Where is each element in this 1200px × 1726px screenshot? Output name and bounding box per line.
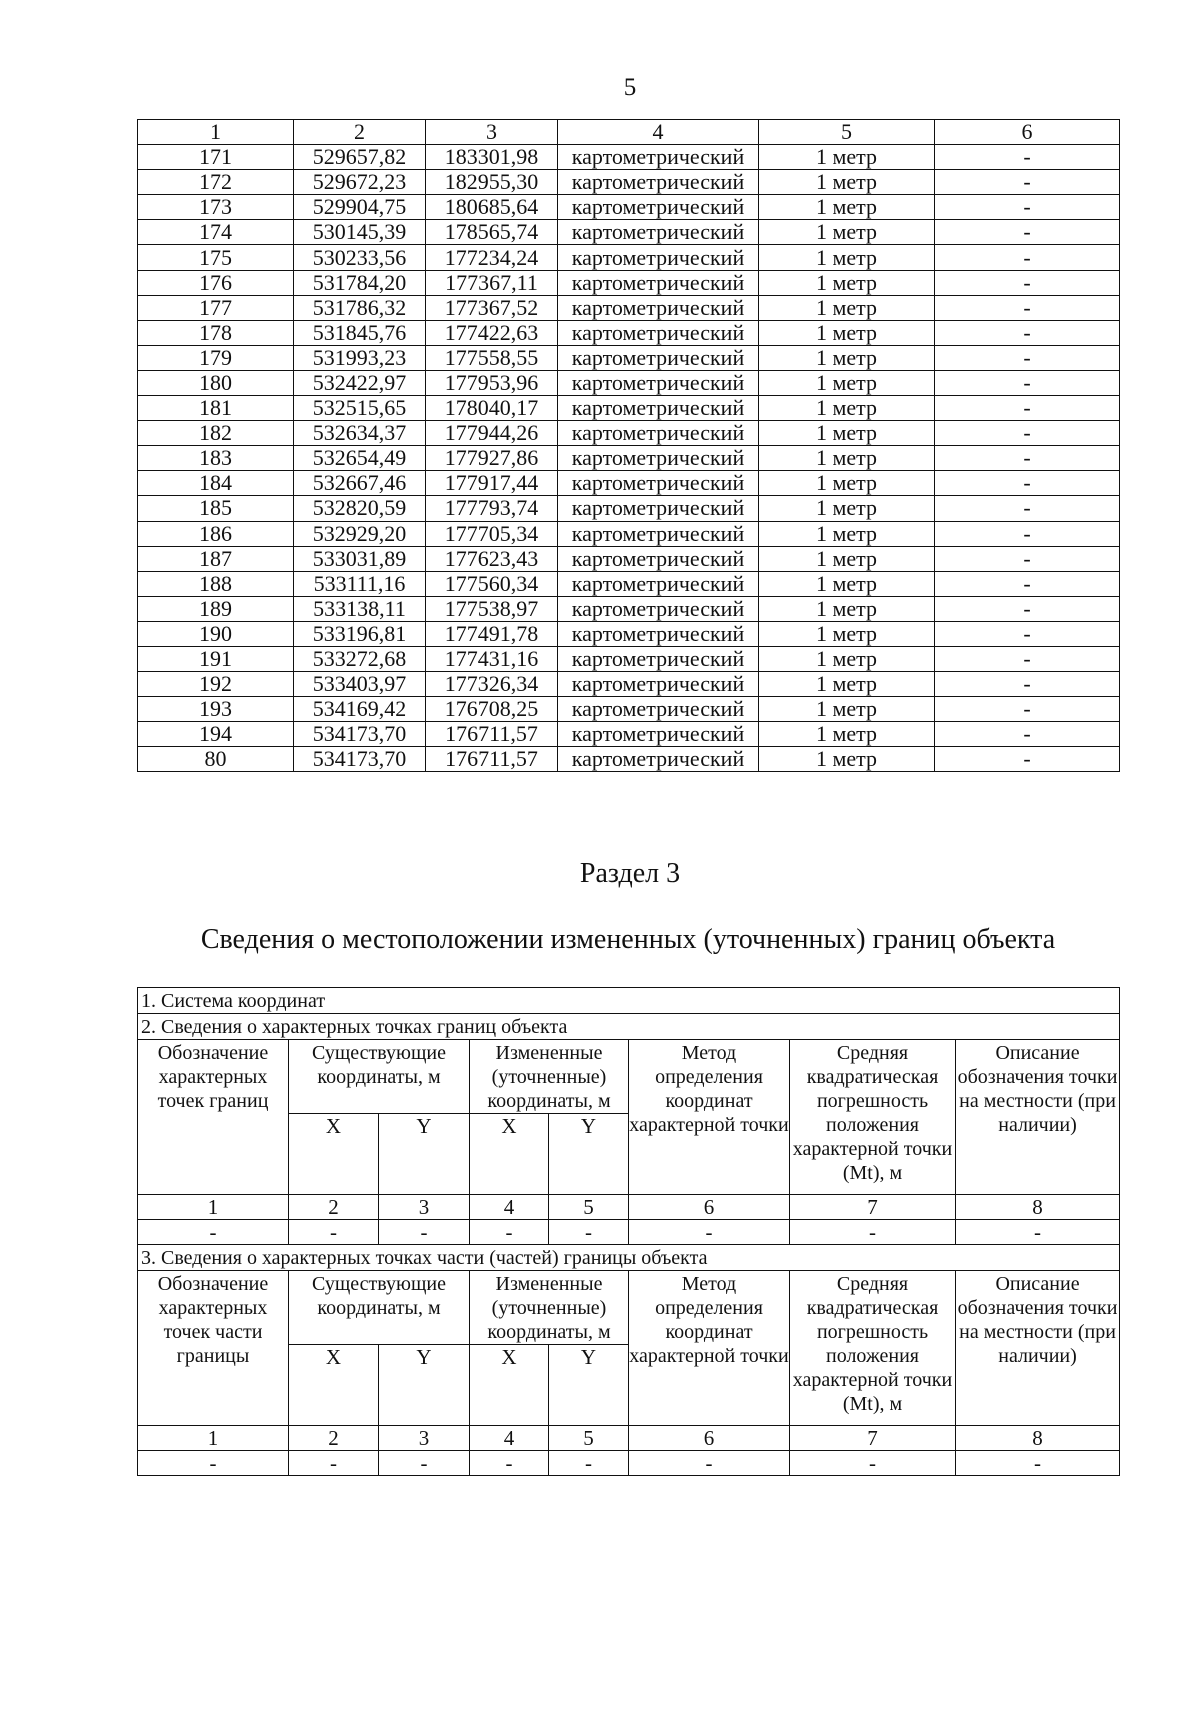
part3-value-row-cell: - bbox=[289, 1451, 379, 1476]
coords-row-description: - bbox=[935, 621, 1120, 646]
part2-value-row-cell: - bbox=[138, 1220, 289, 1245]
coords-row bbox=[138, 621, 1120, 646]
part2-header-designation: Обозначение характерных точек границ bbox=[138, 1040, 289, 1195]
part2-value-row-cell: - bbox=[956, 1220, 1120, 1245]
coords-row-description: - bbox=[935, 722, 1120, 747]
coords-row-description: - bbox=[935, 496, 1120, 521]
coords-row-description: - bbox=[935, 270, 1120, 295]
coords-row-description: - bbox=[935, 571, 1120, 596]
coords-row-method: картометрический bbox=[558, 672, 759, 697]
part2-changed-x: X bbox=[470, 1114, 549, 1195]
coords-row-y-coordinate: 177326,34 bbox=[426, 672, 558, 697]
coords-row-point-number: 187 bbox=[138, 546, 294, 571]
coords-row-point-number: 185 bbox=[138, 496, 294, 521]
coords-row-y-coordinate: 180685,64 bbox=[426, 195, 558, 220]
coords-row-method: картометрический bbox=[558, 596, 759, 621]
part3-changed-y: Y bbox=[549, 1345, 629, 1426]
coords-row-description: - bbox=[935, 546, 1120, 571]
coords-row-method: картометрический bbox=[558, 546, 759, 571]
coords-row-description: - bbox=[935, 421, 1120, 446]
coords-row-accuracy: 1 метр bbox=[759, 370, 935, 395]
part3-number-row-cell: 5 bbox=[549, 1426, 629, 1451]
coords-row bbox=[138, 697, 1120, 722]
coords-row-accuracy: 1 метр bbox=[759, 320, 935, 345]
coords-row-method: картометрический bbox=[558, 220, 759, 245]
coords-row-method: картометрический bbox=[558, 446, 759, 471]
coords-row-description: - bbox=[935, 245, 1120, 270]
coords-row-x-coordinate: 533403,97 bbox=[294, 672, 426, 697]
coords-row bbox=[138, 646, 1120, 671]
part3-title: 3. Сведения о характерных точках части (частей) границы объекта bbox=[138, 1245, 1120, 1271]
coords-row bbox=[138, 446, 1120, 471]
coords-row-method: картометрический bbox=[558, 421, 759, 446]
coords-row-accuracy: 1 метр bbox=[759, 571, 935, 596]
coords-row-method: картометрический bbox=[558, 345, 759, 370]
part2-number-row bbox=[138, 1195, 1120, 1220]
part2-header-row bbox=[138, 1040, 1120, 1114]
part3-value-row-cell: - bbox=[379, 1451, 470, 1476]
coords-row-description: - bbox=[935, 396, 1120, 421]
coords-row-y-coordinate: 177793,74 bbox=[426, 496, 558, 521]
part3-header-method: Метод определения координат характерной точки bbox=[629, 1271, 790, 1426]
coords-row-x-coordinate: 532820,59 bbox=[294, 496, 426, 521]
part2-header-description: Описание обозначения точки на местности (при наличии) bbox=[956, 1040, 1120, 1195]
part3-number-row-cell: 7 bbox=[790, 1426, 956, 1451]
coords-row-y-coordinate: 178040,17 bbox=[426, 396, 558, 421]
coords-row-description: - bbox=[935, 471, 1120, 496]
part3-number-row bbox=[138, 1426, 1120, 1451]
coords-row-accuracy: 1 метр bbox=[759, 546, 935, 571]
coords-row-point-number: 179 bbox=[138, 345, 294, 370]
coords-row-point-number: 176 bbox=[138, 270, 294, 295]
part2-number-row-cell: 6 bbox=[629, 1195, 790, 1220]
coords-row-y-coordinate: 177917,44 bbox=[426, 471, 558, 496]
page-number: 5 bbox=[623, 74, 637, 101]
coords-row bbox=[138, 170, 1120, 195]
coords-row-x-coordinate: 533272,68 bbox=[294, 646, 426, 671]
coords-row-x-coordinate: 533031,89 bbox=[294, 546, 426, 571]
coords-row-accuracy: 1 метр bbox=[759, 471, 935, 496]
coords-row-x-coordinate: 532929,20 bbox=[294, 521, 426, 546]
coords-row bbox=[138, 747, 1120, 772]
coords-row-accuracy: 1 метр bbox=[759, 245, 935, 270]
coords-row-method: картометрический bbox=[558, 571, 759, 596]
coords-row-accuracy: 1 метр bbox=[759, 697, 935, 722]
part2-changed-y: Y bbox=[549, 1114, 629, 1195]
part2-header-error: Средняя квадратическая погрешность положения характерной точки (Mt), м bbox=[790, 1040, 956, 1195]
coords-row-point-number: 183 bbox=[138, 446, 294, 471]
coords-row-y-coordinate: 176708,25 bbox=[426, 697, 558, 722]
coords-row-point-number: 184 bbox=[138, 471, 294, 496]
coords-row-y-coordinate: 178565,74 bbox=[426, 220, 558, 245]
coords-row bbox=[138, 396, 1120, 421]
coords-row-y-coordinate: 177705,34 bbox=[426, 521, 558, 546]
coords-row-x-coordinate: 529657,82 bbox=[294, 145, 426, 170]
coords-row-method: картометрический bbox=[558, 521, 759, 546]
coords-row bbox=[138, 220, 1120, 245]
coords-row bbox=[138, 521, 1120, 546]
coords-row-point-number: 191 bbox=[138, 646, 294, 671]
coords-row bbox=[138, 722, 1120, 747]
coords-row-method: картометрический bbox=[558, 396, 759, 421]
coords-row-method: картометрический bbox=[558, 320, 759, 345]
coords-header bbox=[138, 120, 1120, 145]
coords-row-description: - bbox=[935, 446, 1120, 471]
coords-row-y-coordinate: 177538,97 bbox=[426, 596, 558, 621]
system-row bbox=[138, 988, 1120, 1014]
coords-row-point-number: 186 bbox=[138, 521, 294, 546]
coordinate-system-label: 1. Система координат bbox=[138, 988, 1120, 1014]
coords-row-accuracy: 1 метр bbox=[759, 145, 935, 170]
section-subtitle: Сведения о местоположении измененных (уточненных) границ объекта bbox=[200, 924, 1056, 955]
part2-value-row-cell: - bbox=[790, 1220, 956, 1245]
coords-row-description: - bbox=[935, 596, 1120, 621]
coords-row-description: - bbox=[935, 646, 1120, 671]
coords-row-description: - bbox=[935, 345, 1120, 370]
coords-row-point-number: 172 bbox=[138, 170, 294, 195]
part3-title-row bbox=[138, 1245, 1120, 1271]
coords-row-point-number: 193 bbox=[138, 697, 294, 722]
coords-row-point-number: 177 bbox=[138, 295, 294, 320]
coords-row-description: - bbox=[935, 295, 1120, 320]
coords-row-description: - bbox=[935, 220, 1120, 245]
part2-value-row-cell: - bbox=[470, 1220, 549, 1245]
coords-row-y-coordinate: 177431,16 bbox=[426, 646, 558, 671]
coords-row-accuracy: 1 метр bbox=[759, 496, 935, 521]
coords-row-point-number: 190 bbox=[138, 621, 294, 646]
part2-number-row-cell: 2 bbox=[289, 1195, 379, 1220]
part2-header-method: Метод определения координат характерной точки bbox=[629, 1040, 790, 1195]
coords-row-point-number: 171 bbox=[138, 145, 294, 170]
coords-row-accuracy: 1 метр bbox=[759, 596, 935, 621]
coords-header-y-coordinate: 3 bbox=[426, 120, 558, 145]
part2-value-row-cell: - bbox=[549, 1220, 629, 1245]
part3-header-existing: Существующие координаты, м bbox=[289, 1271, 470, 1345]
coords-row-accuracy: 1 метр bbox=[759, 270, 935, 295]
coords-row-point-number: 178 bbox=[138, 320, 294, 345]
coords-row-accuracy: 1 метр bbox=[759, 672, 935, 697]
part2-header-existing: Существующие координаты, м bbox=[289, 1040, 470, 1114]
coords-row-description: - bbox=[935, 747, 1120, 772]
coords-row-point-number: 189 bbox=[138, 596, 294, 621]
coords-row-description: - bbox=[935, 195, 1120, 220]
part3-number-row-cell: 8 bbox=[956, 1426, 1120, 1451]
part3-header-changed: Измененные (уточненные) координаты, м bbox=[470, 1271, 629, 1345]
coords-row-x-coordinate: 534169,42 bbox=[294, 697, 426, 722]
coords-row-accuracy: 1 метр bbox=[759, 295, 935, 320]
part2-title: 2. Сведения о характерных точках границ объекта bbox=[138, 1014, 1120, 1040]
coords-row-method: картометрический bbox=[558, 195, 759, 220]
coords-row-accuracy: 1 метр bbox=[759, 621, 935, 646]
coords-row bbox=[138, 546, 1120, 571]
coords-row-accuracy: 1 метр bbox=[759, 722, 935, 747]
part3-header-designation: Обозначение характерных точек части границы bbox=[138, 1271, 289, 1426]
coords-row-method: картометрический bbox=[558, 270, 759, 295]
coords-row-description: - bbox=[935, 672, 1120, 697]
part2-value-row-cell: - bbox=[289, 1220, 379, 1245]
coords-row-point-number: 192 bbox=[138, 672, 294, 697]
coords-row-y-coordinate: 177367,52 bbox=[426, 295, 558, 320]
coords-row-accuracy: 1 метр bbox=[759, 345, 935, 370]
coords-row-y-coordinate: 176711,57 bbox=[426, 747, 558, 772]
coords-row bbox=[138, 370, 1120, 395]
section-title: Раздел 3 bbox=[579, 858, 681, 889]
coords-row bbox=[138, 571, 1120, 596]
coords-row-method: картометрический bbox=[558, 471, 759, 496]
coords-header-description: 6 bbox=[935, 120, 1120, 145]
coords-row-accuracy: 1 метр bbox=[759, 220, 935, 245]
coords-row-y-coordinate: 183301,98 bbox=[426, 145, 558, 170]
coords-row-x-coordinate: 533138,11 bbox=[294, 596, 426, 621]
coords-row-y-coordinate: 177234,24 bbox=[426, 245, 558, 270]
coords-row bbox=[138, 295, 1120, 320]
coords-row-x-coordinate: 532422,97 bbox=[294, 370, 426, 395]
coords-row-point-number: 80 bbox=[138, 747, 294, 772]
coords-row-x-coordinate: 532634,37 bbox=[294, 421, 426, 446]
coords-row-method: картометрический bbox=[558, 370, 759, 395]
coords-row-accuracy: 1 метр bbox=[759, 170, 935, 195]
coords-row-x-coordinate: 530145,39 bbox=[294, 220, 426, 245]
coords-row-y-coordinate: 177560,34 bbox=[426, 571, 558, 596]
coords-row-y-coordinate: 182955,30 bbox=[426, 170, 558, 195]
coords-row-method: картометрический bbox=[558, 170, 759, 195]
coords-row-x-coordinate: 531784,20 bbox=[294, 270, 426, 295]
coords-row bbox=[138, 596, 1120, 621]
part2-existing-x: X bbox=[289, 1114, 379, 1195]
coords-row bbox=[138, 471, 1120, 496]
coords-header-method: 4 bbox=[558, 120, 759, 145]
coords-row-x-coordinate: 531845,76 bbox=[294, 320, 426, 345]
coords-row bbox=[138, 320, 1120, 345]
coords-row-x-coordinate: 532667,46 bbox=[294, 471, 426, 496]
part2-header-changed: Измененные (уточненные) координаты, м bbox=[470, 1040, 629, 1114]
coords-row-method: картометрический bbox=[558, 747, 759, 772]
part2-number-row-cell: 8 bbox=[956, 1195, 1120, 1220]
part3-header-description: Описание обозначения точки на местности (при наличии) bbox=[956, 1271, 1120, 1426]
coords-row-x-coordinate: 530233,56 bbox=[294, 245, 426, 270]
part3-value-row-cell: - bbox=[470, 1451, 549, 1476]
coords-row-accuracy: 1 метр bbox=[759, 646, 935, 671]
coords-row-x-coordinate: 534173,70 bbox=[294, 747, 426, 772]
coords-row-point-number: 194 bbox=[138, 722, 294, 747]
part2-value-row-cell: - bbox=[629, 1220, 790, 1245]
coords-row-y-coordinate: 177422,63 bbox=[426, 320, 558, 345]
coords-row-accuracy: 1 метр bbox=[759, 195, 935, 220]
coords-row-point-number: 174 bbox=[138, 220, 294, 245]
coords-row-method: картометрический bbox=[558, 245, 759, 270]
coords-row-description: - bbox=[935, 145, 1120, 170]
part3-number-row-cell: 6 bbox=[629, 1426, 790, 1451]
coords-row bbox=[138, 496, 1120, 521]
part3-value-row-cell: - bbox=[549, 1451, 629, 1476]
coords-row-method: картометрический bbox=[558, 295, 759, 320]
coords-row-point-number: 175 bbox=[138, 245, 294, 270]
part2-value-row-cell: - bbox=[379, 1220, 470, 1245]
coords-row-description: - bbox=[935, 170, 1120, 195]
coords-row-method: картометрический bbox=[558, 496, 759, 521]
coords-row bbox=[138, 270, 1120, 295]
coords-row-y-coordinate: 177367,11 bbox=[426, 270, 558, 295]
part3-existing-y: Y bbox=[379, 1345, 470, 1426]
coords-row-description: - bbox=[935, 521, 1120, 546]
coords-row-accuracy: 1 метр bbox=[759, 396, 935, 421]
part3-value-row-cell: - bbox=[956, 1451, 1120, 1476]
coords-row-description: - bbox=[935, 697, 1120, 722]
coords-row-description: - bbox=[935, 370, 1120, 395]
coords-row-y-coordinate: 177953,96 bbox=[426, 370, 558, 395]
part2-number-row-cell: 7 bbox=[790, 1195, 956, 1220]
coords-header-point-number: 1 bbox=[138, 120, 294, 145]
coords-row-y-coordinate: 177491,78 bbox=[426, 621, 558, 646]
part3-value-row-cell: - bbox=[790, 1451, 956, 1476]
coords-header-accuracy: 5 bbox=[759, 120, 935, 145]
coords-row-x-coordinate: 533196,81 bbox=[294, 621, 426, 646]
part3-value-row bbox=[138, 1451, 1120, 1476]
coords-row bbox=[138, 245, 1120, 270]
coords-row-y-coordinate: 177944,26 bbox=[426, 421, 558, 446]
coords-row bbox=[138, 145, 1120, 170]
part2-value-row bbox=[138, 1220, 1120, 1245]
part3-number-row-cell: 4 bbox=[470, 1426, 549, 1451]
coords-row-method: картометрический bbox=[558, 145, 759, 170]
coords-row-y-coordinate: 177623,43 bbox=[426, 546, 558, 571]
coords-row-point-number: 188 bbox=[138, 571, 294, 596]
coords-row-y-coordinate: 177558,55 bbox=[426, 345, 558, 370]
part2-number-row-cell: 4 bbox=[470, 1195, 549, 1220]
coords-row-point-number: 181 bbox=[138, 396, 294, 421]
coords-row-method: картометрический bbox=[558, 722, 759, 747]
boundary-points-table bbox=[137, 987, 1120, 1476]
coords-row-accuracy: 1 метр bbox=[759, 521, 935, 546]
coords-row-x-coordinate: 533111,16 bbox=[294, 571, 426, 596]
part3-changed-x: X bbox=[470, 1345, 549, 1426]
coords-row-point-number: 180 bbox=[138, 370, 294, 395]
coordinates-table bbox=[137, 119, 1120, 772]
coords-row-method: картометрический bbox=[558, 646, 759, 671]
coords-row-y-coordinate: 177927,86 bbox=[426, 446, 558, 471]
coords-row-point-number: 182 bbox=[138, 421, 294, 446]
part3-value-row-cell: - bbox=[138, 1451, 289, 1476]
coords-row-y-coordinate: 176711,57 bbox=[426, 722, 558, 747]
coords-row-accuracy: 1 метр bbox=[759, 446, 935, 471]
coords-row-x-coordinate: 534173,70 bbox=[294, 722, 426, 747]
coords-row bbox=[138, 345, 1120, 370]
coords-row-description: - bbox=[935, 320, 1120, 345]
part3-header-row bbox=[138, 1271, 1120, 1345]
coords-row bbox=[138, 421, 1120, 446]
part3-number-row-cell: 1 bbox=[138, 1426, 289, 1451]
coords-row-x-coordinate: 529904,75 bbox=[294, 195, 426, 220]
coords-row-point-number: 173 bbox=[138, 195, 294, 220]
part3-header-error: Средняя квадратическая погрешность положения характерной точки (Mt), м bbox=[790, 1271, 956, 1426]
part3-existing-x: X bbox=[289, 1345, 379, 1426]
coords-row-method: картометрический bbox=[558, 621, 759, 646]
coords-row-accuracy: 1 метр bbox=[759, 421, 935, 446]
coords-row-x-coordinate: 529672,23 bbox=[294, 170, 426, 195]
coords-row bbox=[138, 195, 1120, 220]
coords-row-x-coordinate: 532515,65 bbox=[294, 396, 426, 421]
coords-row-x-coordinate: 531786,32 bbox=[294, 295, 426, 320]
coords-row-x-coordinate: 532654,49 bbox=[294, 446, 426, 471]
coords-row-method: картометрический bbox=[558, 697, 759, 722]
coords-header-x-coordinate: 2 bbox=[294, 120, 426, 145]
coords-row-x-coordinate: 531993,23 bbox=[294, 345, 426, 370]
part3-value-row-cell: - bbox=[629, 1451, 790, 1476]
part2-number-row-cell: 3 bbox=[379, 1195, 470, 1220]
part3-number-row-cell: 3 bbox=[379, 1426, 470, 1451]
part2-title-row bbox=[138, 1014, 1120, 1040]
part2-number-row-cell: 1 bbox=[138, 1195, 289, 1220]
coords-row-accuracy: 1 метр bbox=[759, 747, 935, 772]
part3-number-row-cell: 2 bbox=[289, 1426, 379, 1451]
part2-number-row-cell: 5 bbox=[549, 1195, 629, 1220]
part2-existing-y: Y bbox=[379, 1114, 470, 1195]
coords-row bbox=[138, 672, 1120, 697]
